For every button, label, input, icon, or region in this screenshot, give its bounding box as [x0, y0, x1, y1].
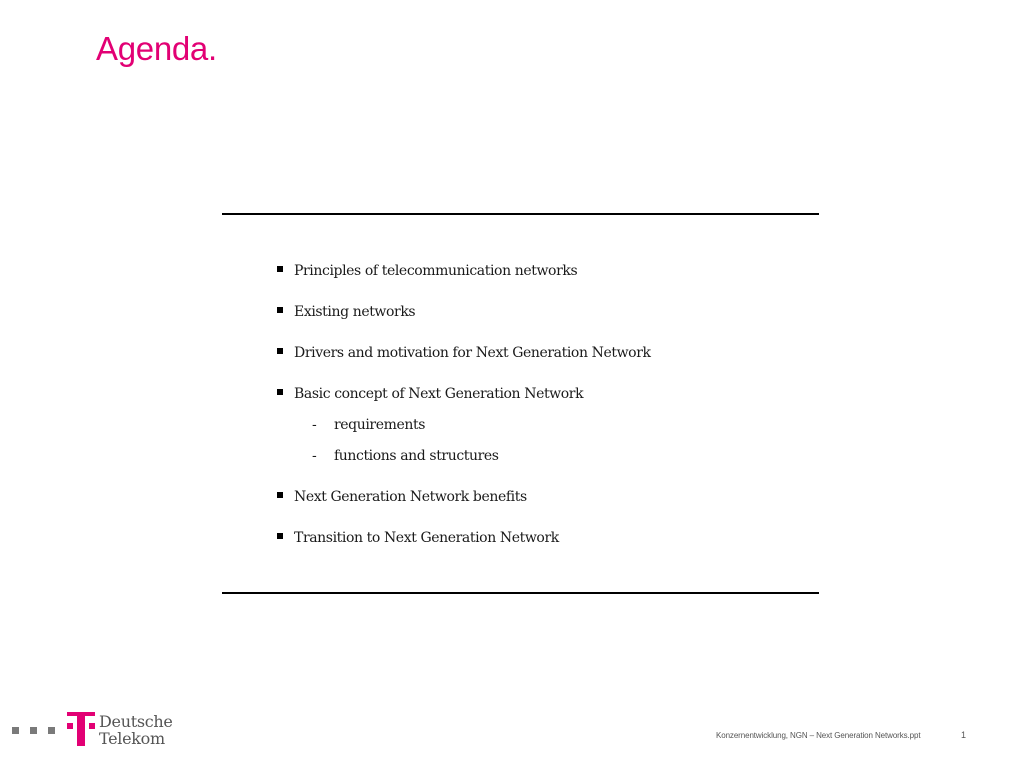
logo-wordmark-line2: Telekom — [99, 729, 165, 748]
agenda-item — [276, 382, 796, 468]
square-bullet-icon — [277, 492, 283, 498]
square-bullet-icon — [277, 307, 283, 313]
dash-marker: - — [312, 448, 317, 464]
deutsche-telekom-logo — [12, 711, 192, 747]
agenda-item-label: Existing networks — [294, 304, 416, 320]
agenda-item — [276, 341, 796, 365]
square-bullet-icon — [277, 389, 283, 395]
agenda-item — [276, 259, 796, 283]
agenda-item-label: Transition to Next Generation Network — [294, 530, 559, 546]
agenda-item-label: Basic concept of Next Generation Network — [294, 386, 584, 402]
page-number: 1 — [961, 730, 967, 740]
agenda-item — [276, 300, 796, 324]
telekom-t-icon — [66, 711, 96, 747]
square-bullet-icon — [277, 266, 283, 272]
agenda-subitem — [294, 444, 796, 468]
square-bullet-icon — [277, 348, 283, 354]
agenda-item-label: Next Generation Network benefits — [294, 489, 527, 505]
logo-dot-icon — [30, 727, 37, 734]
agenda-item-label: Principles of telecommunication networks — [294, 263, 578, 279]
agenda-item-label: Drivers and motivation for Next Generation Network — [294, 345, 651, 361]
slide-title: Agenda. — [96, 30, 217, 67]
agenda-item — [276, 485, 796, 509]
agenda-list — [276, 259, 796, 567]
logo-dot-icon — [12, 727, 19, 734]
agenda-subitem — [294, 413, 796, 437]
agenda-item — [276, 526, 796, 550]
bottom-divider — [222, 592, 819, 594]
square-bullet-icon — [277, 533, 283, 539]
dash-marker: - — [312, 417, 317, 433]
logo-wordmark-line1: Deutsche — [99, 712, 173, 731]
logo-dot-icon — [48, 727, 55, 734]
agenda-subitem-label: functions and structures — [334, 448, 499, 464]
agenda-sublist — [294, 413, 796, 468]
agenda-subitem-label: requirements — [334, 417, 425, 433]
top-divider — [222, 213, 819, 215]
footer-filename: Konzernentwicklung, NGN – Next Generation Networks.ppt — [716, 731, 921, 740]
